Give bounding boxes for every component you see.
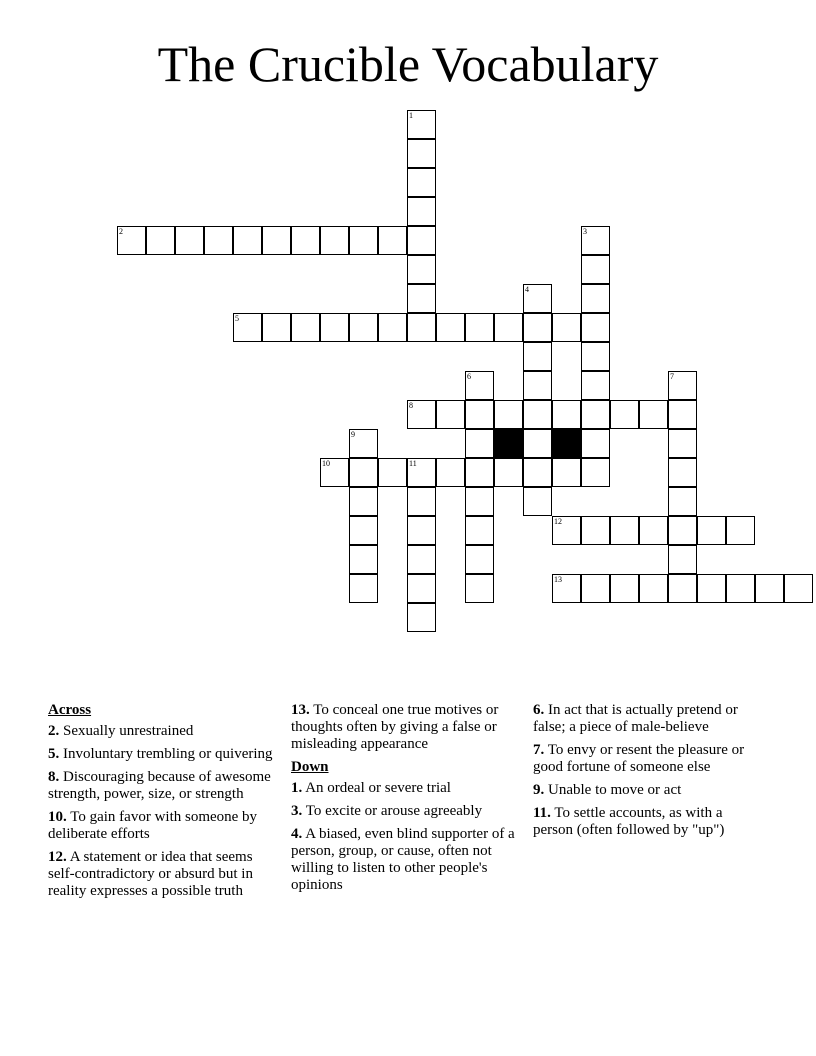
grid-cell[interactable] — [581, 400, 610, 429]
grid-cell[interactable] — [523, 400, 552, 429]
grid-cell[interactable] — [465, 313, 494, 342]
grid-cell[interactable] — [494, 313, 523, 342]
grid-cell[interactable] — [668, 458, 697, 487]
grid-cell[interactable] — [697, 574, 726, 603]
grid-cell[interactable] — [523, 458, 552, 487]
grid-cell[interactable] — [552, 313, 581, 342]
grid-cell[interactable] — [436, 313, 465, 342]
clue-down-1: 1. An ordeal or severe trial — [291, 780, 451, 796]
grid-cell[interactable] — [291, 313, 320, 342]
grid-cell[interactable] — [175, 226, 204, 255]
clue-number: 2 — [119, 227, 123, 236]
grid-cell[interactable] — [436, 400, 465, 429]
clue-across-12: 12. A statement or idea that seems self-contradictory or absurd but in reality expresses a possible truth — [48, 849, 253, 899]
grid-cell[interactable] — [407, 197, 436, 226]
across-heading: Across — [48, 702, 92, 718]
clue-across-2: 2. Sexually unrestrained — [48, 723, 194, 739]
grid-cell[interactable] — [465, 487, 494, 516]
grid-cell[interactable] — [523, 284, 552, 313]
clue-number: 9 — [351, 430, 355, 439]
grid-cell[interactable] — [465, 574, 494, 603]
grid-cell[interactable] — [349, 516, 378, 545]
clue-number: 12 — [554, 517, 562, 526]
grid-cell[interactable] — [349, 545, 378, 574]
clue-down-11: 11. To settle accounts, as with a person (often followed by "up") — [533, 805, 725, 838]
grid-cell[interactable] — [407, 110, 436, 139]
grid-cell[interactable] — [552, 574, 581, 603]
grid-cell[interactable] — [523, 342, 552, 371]
grid-cell[interactable] — [581, 371, 610, 400]
grid-cell[interactable] — [349, 429, 378, 458]
grid-cell[interactable] — [639, 400, 668, 429]
grid-cell[interactable] — [407, 284, 436, 313]
grid-cell[interactable] — [320, 226, 349, 255]
grid-cell[interactable] — [784, 574, 813, 603]
grid-cell[interactable] — [465, 371, 494, 400]
grid-cell[interactable] — [465, 400, 494, 429]
grid-cell[interactable] — [523, 429, 552, 458]
grid-cell[interactable] — [581, 313, 610, 342]
grid-cell[interactable] — [668, 400, 697, 429]
grid-cell[interactable] — [407, 226, 436, 255]
down-heading: Down — [291, 759, 329, 775]
page-title: The Crucible Vocabulary — [157, 36, 659, 92]
grid-cell[interactable] — [639, 574, 668, 603]
grid-cell[interactable] — [494, 458, 523, 487]
clue-number: 11 — [409, 459, 417, 468]
grid-cell[interactable] — [407, 458, 436, 487]
clue-down-4: 4. A biased, even blind supporter of a person, group, or cause, often not willing to listen to other people's opinions — [291, 826, 515, 893]
grid-cell[interactable] — [581, 342, 610, 371]
grid-cell[interactable] — [668, 487, 697, 516]
grid-cell[interactable] — [262, 226, 291, 255]
grid-cell[interactable] — [581, 516, 610, 545]
grid-cell[interactable] — [668, 371, 697, 400]
grid-cell[interactable] — [349, 458, 378, 487]
grid-cell[interactable] — [465, 429, 494, 458]
grid-cell[interactable] — [320, 313, 349, 342]
grid-block — [494, 429, 523, 458]
clue-number: 5 — [235, 314, 239, 323]
clue-number: 10 — [322, 459, 330, 468]
grid-cell[interactable] — [407, 516, 436, 545]
grid-block — [552, 429, 581, 458]
grid-cell[interactable] — [639, 516, 668, 545]
grid-cell[interactable] — [552, 400, 581, 429]
clue-down-7: 7. To envy or resent the pleasure or good fortune of someone else — [533, 742, 745, 775]
grid-cell[interactable] — [668, 516, 697, 545]
grid-cell[interactable] — [581, 574, 610, 603]
clue-number: 13 — [554, 575, 562, 584]
grid-cell[interactable] — [349, 487, 378, 516]
clue-down-6: 6. In act that is actually pretend or false; a piece of male-believe — [533, 702, 738, 735]
grid-cell[interactable] — [407, 139, 436, 168]
grid-cell[interactable] — [581, 226, 610, 255]
grid-cell[interactable] — [668, 545, 697, 574]
grid-cell[interactable] — [552, 458, 581, 487]
grid-cell[interactable] — [494, 400, 523, 429]
grid-cell[interactable] — [407, 168, 436, 197]
clue-down-3: 3. To excite or arouse agreeably — [291, 803, 483, 819]
clue-down-9: 9. Unable to move or act — [533, 782, 682, 798]
clue-number: 7 — [670, 372, 674, 381]
grid-cell[interactable] — [407, 313, 436, 342]
grid-cell[interactable] — [349, 226, 378, 255]
grid-cell[interactable] — [668, 429, 697, 458]
grid-cell[interactable] — [465, 516, 494, 545]
grid-cell[interactable] — [407, 545, 436, 574]
grid-cell[interactable] — [407, 487, 436, 516]
grid-cell[interactable] — [320, 458, 349, 487]
clues-column-3 — [533, 702, 765, 845]
grid-cell[interactable] — [523, 487, 552, 516]
grid-cell[interactable] — [465, 545, 494, 574]
grid-cell[interactable] — [697, 516, 726, 545]
grid-cell[interactable] — [581, 429, 610, 458]
grid-cell[interactable] — [523, 313, 552, 342]
grid-cell[interactable] — [407, 255, 436, 284]
grid-cell[interactable] — [407, 400, 436, 429]
grid-cell[interactable] — [523, 371, 552, 400]
clues-column-2 — [291, 702, 523, 900]
grid-cell[interactable] — [378, 226, 407, 255]
grid-cell[interactable] — [436, 458, 465, 487]
clue-across-5: 5. Involuntary trembling or quivering — [48, 746, 273, 762]
grid-cell[interactable] — [407, 603, 436, 632]
clue-number: 4 — [525, 285, 529, 294]
clue-number: 3 — [583, 227, 587, 236]
grid-cell[interactable] — [552, 516, 581, 545]
clues-column-1 — [48, 702, 280, 906]
grid-cell[interactable] — [378, 313, 407, 342]
grid-cell[interactable] — [204, 226, 233, 255]
grid-cell[interactable] — [291, 226, 320, 255]
clue-across-8: 8. Discouraging because of awesome strength, power, size, or strength — [48, 769, 271, 802]
grid-cell[interactable] — [146, 226, 175, 255]
grid-cell[interactable] — [349, 313, 378, 342]
grid-cell[interactable] — [117, 226, 146, 255]
grid-cell[interactable] — [262, 313, 291, 342]
grid-cell[interactable] — [581, 284, 610, 313]
grid-cell[interactable] — [349, 574, 378, 603]
clue-number: 6 — [467, 372, 471, 381]
grid-cell[interactable] — [668, 574, 697, 603]
grid-cell[interactable] — [233, 313, 262, 342]
clue-across-10: 10. To gain favor with someone by deliberate efforts — [48, 809, 258, 842]
grid-cell[interactable] — [610, 400, 639, 429]
grid-cell[interactable] — [581, 458, 610, 487]
grid-cell[interactable] — [726, 516, 755, 545]
clue-number: 8 — [409, 401, 413, 410]
grid-cell[interactable] — [407, 574, 436, 603]
grid-cell[interactable] — [755, 574, 784, 603]
grid-cell[interactable] — [233, 226, 262, 255]
grid-cell[interactable] — [378, 458, 407, 487]
clue-across-13: 13. To conceal one true motives or thoughts often by giving a false or misleading appearance — [291, 702, 499, 752]
grid-cell[interactable] — [610, 516, 639, 545]
grid-cell[interactable] — [610, 574, 639, 603]
clue-number: 1 — [409, 111, 413, 120]
grid-cell[interactable] — [726, 574, 755, 603]
grid-cell[interactable] — [581, 255, 610, 284]
grid-cell[interactable] — [465, 458, 494, 487]
